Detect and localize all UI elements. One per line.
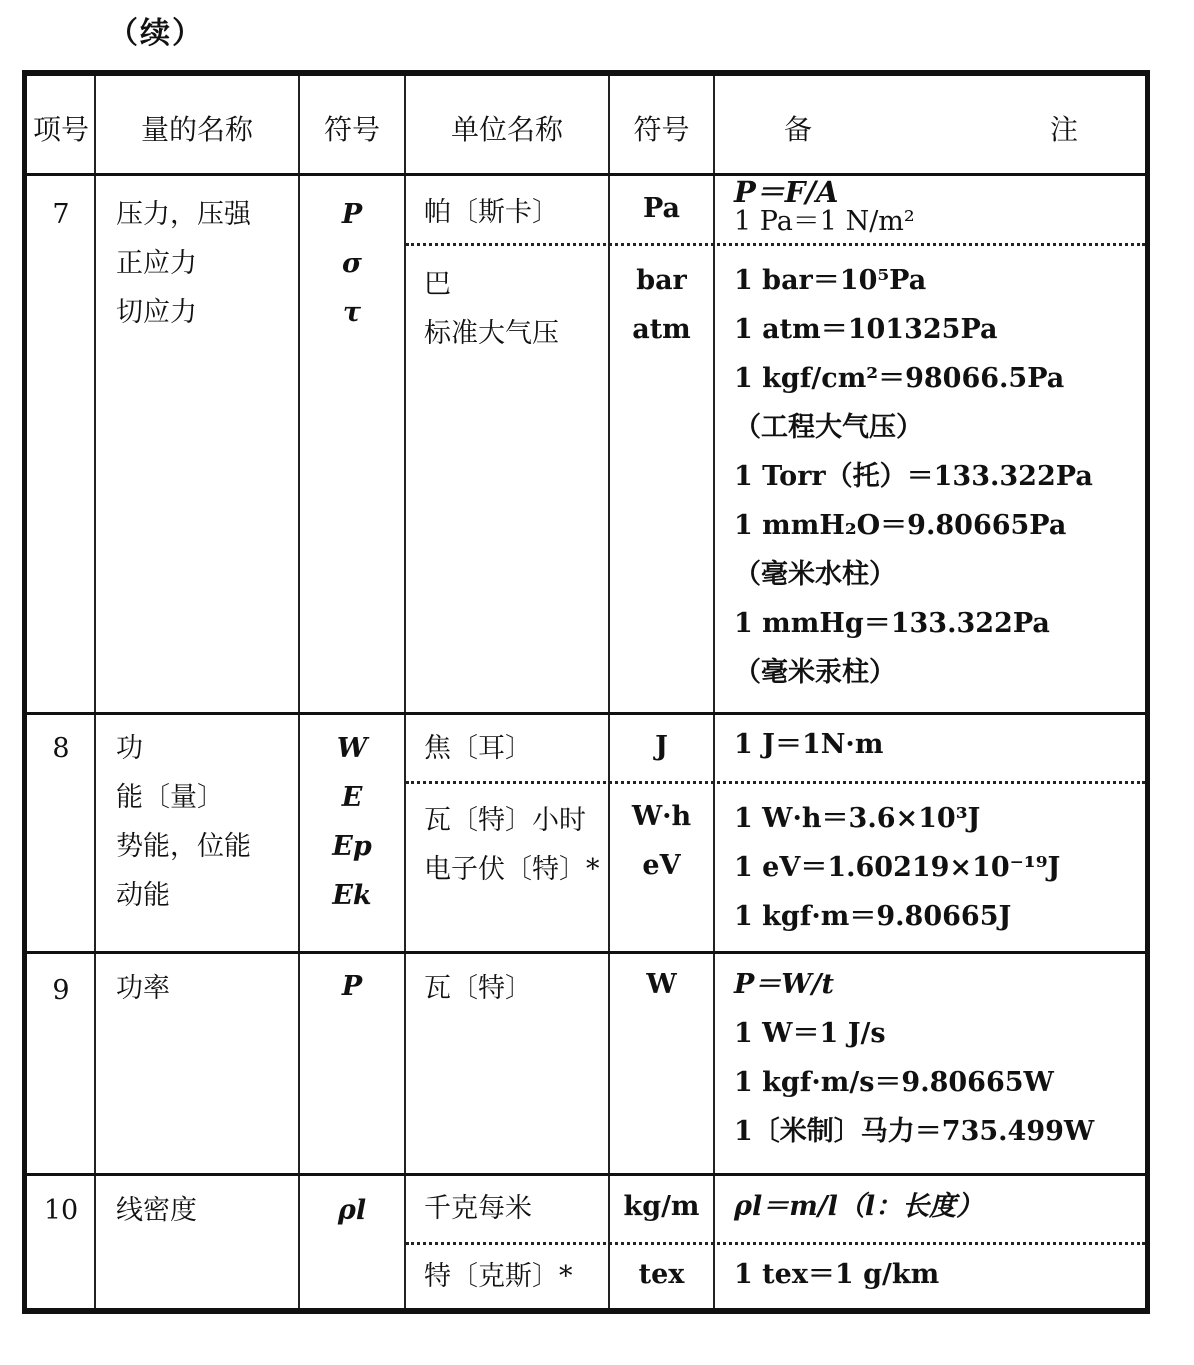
header-unit-name: 单位名称 — [450, 113, 563, 146]
unit-symbol: Pa — [642, 193, 681, 224]
quantity-symbol: ρl — [337, 1195, 367, 1226]
item-number: 9 — [52, 975, 70, 1006]
header-unit-symbol: 符号 — [633, 113, 690, 146]
remarks: 1 J＝1N·m — [734, 729, 884, 760]
unit-name: 千克每米 — [424, 1193, 532, 1224]
item-number: 10 — [43, 1195, 79, 1226]
col-divider-3 — [404, 76, 406, 1308]
remarks: 1 W·h＝3.6×10³J 1 eV＝1.60219×10⁻¹⁹J 1 kgf·m＝9.80665J — [734, 803, 1061, 932]
unit-name: 特〔克斯〕* — [424, 1261, 573, 1292]
unit-symbol: kg/m — [623, 1191, 700, 1222]
header-separator — [27, 173, 1145, 176]
col-divider-5 — [713, 76, 715, 1308]
subrow-separator-8 — [406, 781, 1145, 784]
quantity-symbols: W E Ep Ek — [332, 733, 372, 911]
unit-symbol: W — [646, 969, 677, 1000]
item-number: 7 — [52, 199, 70, 230]
unit-names: 瓦〔特〕小时 电子伏〔特〕* — [424, 805, 600, 885]
row-separator-7-8 — [27, 712, 1145, 715]
col-divider-1 — [94, 76, 96, 1308]
quantity-names: 功 能〔量〕 势能，位能 动能 — [116, 733, 251, 911]
unit-symbol: J — [655, 731, 668, 762]
unit-name: 瓦〔特〕 — [424, 973, 532, 1004]
unit-name: 焦〔耳〕 — [424, 733, 532, 764]
row-separator-9-10 — [27, 1173, 1145, 1176]
remarks: 1 bar＝10⁵Pa 1 atm＝101325Pa 1 kgf/cm²＝98066.5Pa （工程大气压） 1 Torr（托）＝133.322Pa 1 mmH₂O＝9.80665Pa （毫米水柱） 1 mmHg＝133.322Pa （毫米汞柱） — [734, 265, 1093, 688]
header-quantity-symbol: 符号 — [323, 113, 380, 146]
remarks: 1 tex＝1 g/km — [734, 1259, 940, 1290]
quantity-name: 功率 — [116, 973, 170, 1004]
item-number: 8 — [52, 733, 70, 764]
header-remarks-right: 注 — [1050, 113, 1079, 146]
quantity-name: 线密度 — [116, 1195, 197, 1226]
unit-symbols: bar atm — [632, 265, 691, 345]
header-remarks-left: 备 — [784, 113, 813, 146]
quantity-symbol: P — [341, 971, 363, 1002]
unit-symbols: W·h eV — [631, 801, 692, 881]
unit-names: 巴 标准大气压 — [424, 269, 559, 349]
quantity-symbols: P σ τ — [341, 199, 363, 328]
header-quantity-name: 量的名称 — [140, 113, 253, 146]
unit-name: 帕〔斯卡〕 — [424, 197, 559, 228]
quantity-names: 压力，压强 正应力 切应力 — [116, 199, 251, 328]
subrow-separator-7 — [406, 243, 1145, 246]
remarks: P＝W/t 1 W＝1 J/s 1 kgf·m/s＝9.80665W 1〔米制〕马力＝735.499W — [734, 969, 1095, 1147]
header-item-no: 项号 — [32, 113, 89, 146]
remarks: P＝F/A 1 Pa＝1 N/m² — [734, 175, 915, 237]
unit-symbol: tex — [638, 1259, 685, 1290]
continued-caption: （续） — [108, 16, 204, 51]
row-separator-8-9 — [27, 951, 1145, 954]
remarks: ρl＝m/l（l：长度） — [734, 1191, 984, 1222]
subrow-separator-10 — [406, 1242, 1145, 1245]
